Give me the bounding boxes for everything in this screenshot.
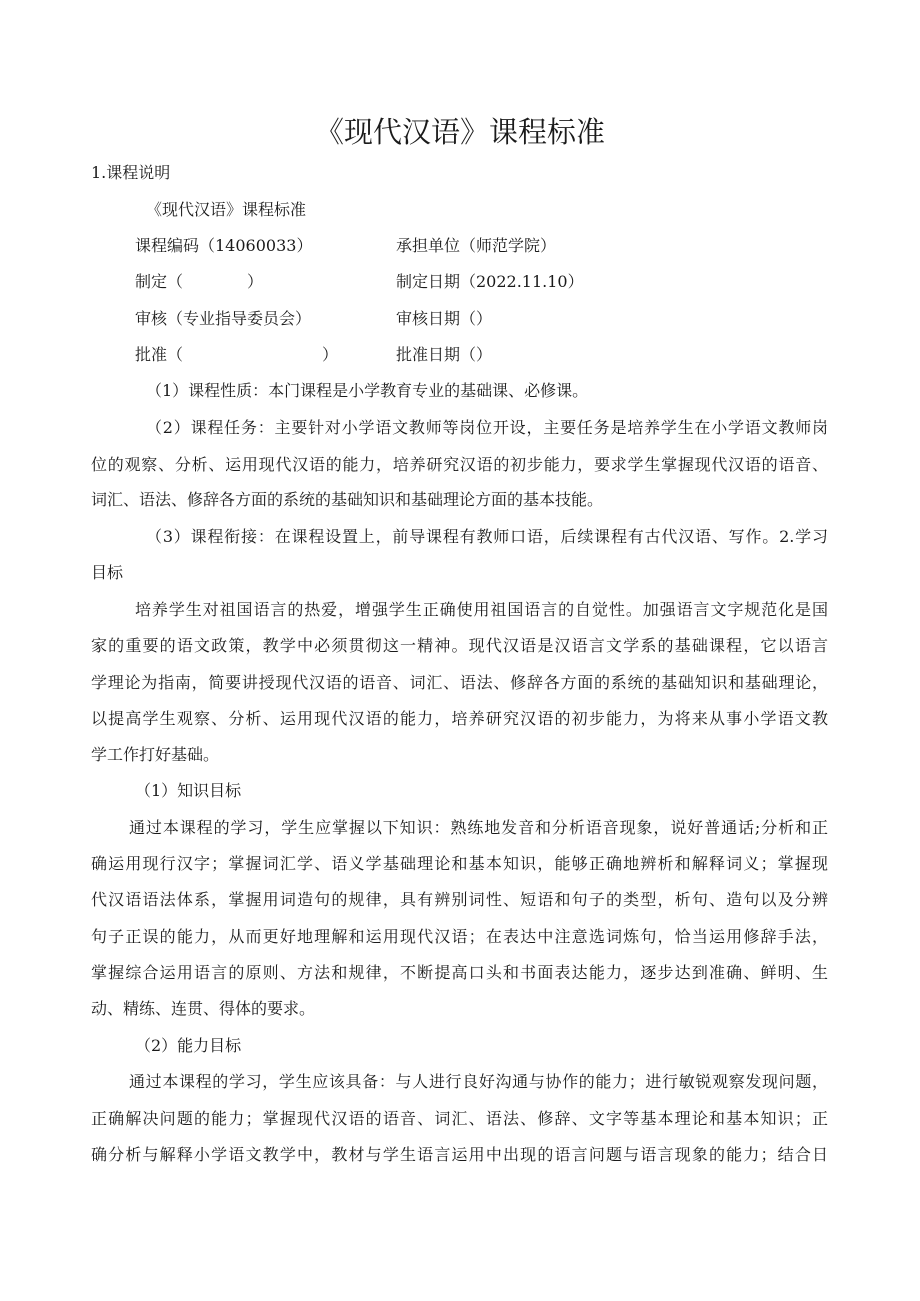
paragraph-ability-line: 正确解决问题的能力；掌握现代汉语的语音、词汇、语法、修辞、文字等基本理论和基本知识；正 (91, 1109, 828, 1128)
heading-knowledge-goal: （1）知识目标 (135, 781, 242, 800)
approve-date: 批准日期（） (396, 345, 493, 364)
paragraph-goal-line: 学理论为指南，简要讲授现代汉语的语音、词汇、语法、修辞各方面的系统的基础知识和基础理论， (91, 673, 828, 692)
paragraph-ability-line: 通过本课程的学习，学生应该具备：与人进行良好沟通与协作的能力；进行敏锐观察发现问题， (129, 1072, 828, 1091)
paragraph-course-task-line: （2）课程任务：主要针对小学语文教师等岗位开设，主要任务是培养学生在小学语文教师岗 (146, 418, 828, 437)
paragraph-knowledge-line: 掌握综合运用语言的原则、方法和规律，不断提高口头和书面表达能力，逐步达到准确、鲜明、生 (91, 963, 828, 982)
approved-by-close: ） (322, 345, 339, 364)
paragraph-knowledge-line: 动、精练、连贯、得体的要求。 (91, 999, 316, 1018)
paragraph-course-nature: （1）课程性质：本门课程是小学教育专业的基础课、必修课。 (146, 381, 589, 400)
paragraph-goal-line: 培养学生对祖国语言的热爱，增强学生正确使用祖国语言的自觉性。加强语言文字规范化是国 (135, 600, 828, 619)
paragraph-goal-line: 家的重要的语文政策，教学中必须贯彻这一精神。现代汉语是汉语言文学系的基础课程，它以语言 (91, 636, 828, 655)
drafted-by-close: ） (247, 272, 264, 291)
drafted-by: 制定（ (135, 272, 184, 291)
approved-by: 批准（ (135, 345, 184, 364)
paragraph-course-task-line: 位的观察、分析、运用现代汉语的能力，培养研究汉语的初步能力，要求学生掌握现代汉语的语音、 (91, 455, 828, 474)
course-code: 课程编码（14060033） (135, 236, 313, 255)
review-date: 审核日期（） (396, 309, 493, 328)
section-heading-course-description: 1.课程说明 (91, 163, 171, 182)
paragraph-knowledge-line: 通过本课程的学习，学生应掌握以下知识：熟练地发音和分析语音现象，说好普通话;分析和正 (129, 818, 828, 837)
page-title: 《现代汉语》课程标准 (314, 115, 605, 149)
paragraph-course-link-line: （3）课程衔接：在课程设置上，前导课程有教师口语，后续课程有古代汉语、写作。2.学习 (146, 527, 828, 546)
paragraph-ability-line: 确分析与解释小学语文教学中，教材与学生语言运用中出现的语言问题与语言现象的能力；结合日 (91, 1145, 828, 1164)
responsible-unit: 承担单位（师范学院） (396, 236, 557, 255)
paragraph-course-task-line: 词汇、语法、修辞各方面的系统的基础知识和基础理论方面的基本技能。 (91, 490, 604, 509)
paragraph-knowledge-line: 句子正误的能力，从而更好地理解和运用现代汉语；在表达中注意选词炼句，恰当运用修辞手法， (91, 927, 828, 946)
paragraph-knowledge-line: 代汉语语法体系，掌握用词造句的规律，具有辨别词性、短语和句子的类型，析句、造句以及分辨 (91, 890, 828, 909)
drafted-date: 制定日期（2022.11.10） (396, 272, 584, 291)
reviewed-by: 审核（专业指导委员会） (135, 309, 312, 328)
paragraph-course-link-line: 目标 (91, 563, 124, 582)
heading-ability-goal: （2）能力目标 (135, 1036, 242, 1055)
paragraph-goal-line: 学工作打好基础。 (91, 745, 220, 764)
paragraph-knowledge-line: 确运用现行汉字；掌握词汇学、语义学基础理论和基本知识，能够正确地辨析和解释词义；掌握现 (91, 854, 828, 873)
course-name: 《现代汉语》课程标准 (146, 200, 307, 219)
paragraph-goal-line: 以提高学生观察、分析、运用现代汉语的能力，培养研究汉语的初步能力，为将来从事小学语文教 (91, 709, 828, 728)
